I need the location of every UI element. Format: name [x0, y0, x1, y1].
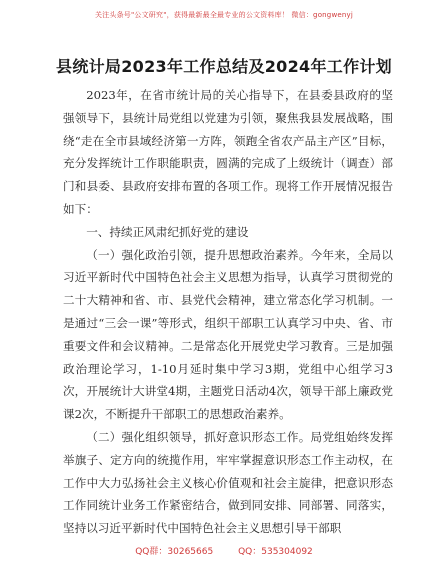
header-note: 关注头条号"公文研究"，获得最新最全最专业的公文资料库！ 微信：gongwenyj: [94, 11, 354, 19]
document-title: 县统计局2023年工作总结及2024年工作计划: [56, 57, 392, 76]
footer-qq-group: QQ群：30265665: [135, 547, 214, 557]
section-heading: 一、持续正风肃纪抓好党的建设: [86, 224, 249, 239]
footer-qq: QQ：535304092: [238, 547, 313, 557]
document-body: [63, 84, 393, 540]
intro-paragraph: 2023年，在省市统计局的关心指导下，在县委县政府的坚强领导下，县统计局党组以党建为引领，聚焦我县发展战略，围绕“走在全市县域经济第一方阵，领跑全省农产品主产区”目标，充分发挥统计工作职能职责，圆满的完成了上级统计（调查）部门和县委、县政府安排布置的各项工作。现将工作开展情况报告如下：: [63, 88, 393, 216]
section-paragraph-2: （二）强化组织领导，抓好意识形态工作。局党组始终发挥举旗子、定方向的统揽作用，牢牢掌握意识形态工作主动权，在工作中大力弘扬社会主义核心价值观和社会主旋律，把意识形态工作同统计业务工作紧密结合，做到同安排、同部署、同落实，坚持以习近平新时代中国特色社会主义思想引导干部职: [63, 429, 393, 536]
section-paragraph-1: （一）强化政治引领，提升思想政治素养。今年来，全局以习近平新时代中国特色社会主义思想为指导，认真学习贯彻党的二十大精神和省、市、县党代会精神，建立常态化学习机制。一是通过“三会一课”等形式，组织干部职工认真学习中央、省、市重要文件和会议精神。二是常态化开展党史学习教育。三是加强政治理论学习，1-10月延时集中学习3期，党组中心组学习3次，开展统计大讲堂4期，主题党日活动4次，领导干部上廉政党课2次，不断提升干部职工的思想政治素养。: [63, 247, 393, 422]
footer: [0, 544, 448, 557]
